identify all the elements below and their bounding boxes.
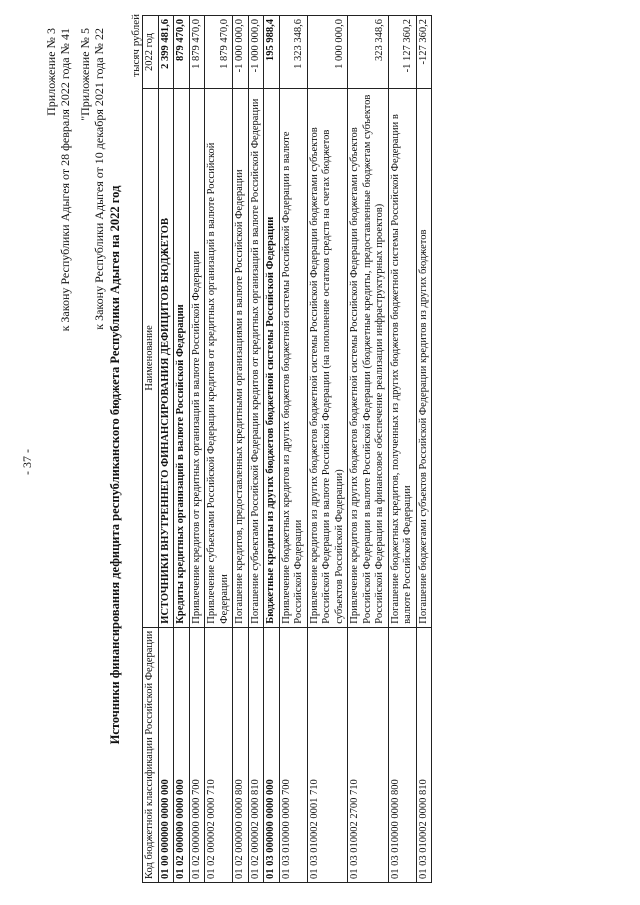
row-amount: 1 323 348,6: [279, 16, 307, 89]
table-row: [264, 16, 280, 883]
row-amount: 195 988,4: [264, 16, 280, 89]
row-name: ИСТОЧНИКИ ВНУТРЕННЕГО ФИНАНСИРОВАНИЯ ДЕФИЦИТОВ БЮДЖЕТОВ: [158, 89, 174, 628]
row-code: 01 03 010002 0000 810: [416, 627, 432, 882]
table-row: [189, 16, 205, 883]
row-amount: -1 000 000,0: [248, 16, 264, 89]
row-code: 01 03 000000 0000 000: [264, 627, 280, 882]
row-name: Кредиты кредитных организаций в валюте Российской Федерации: [174, 89, 190, 628]
row-code: 01 02 000000 0000 800: [233, 627, 249, 882]
row-name: Привлечение кредитов из других бюджетов бюджетной системы Российской Федерации бюджетами субъектов Российской Федерации в валюте Российской Федерации (бюджетные кредиты, предоставленные бюджетам субъектов Российской Федерации на финансовое обеспечение реализации инфраструктурных проектов): [348, 89, 389, 628]
row-amount: 2 399 481,6: [158, 16, 174, 89]
financing-sources-table: [142, 15, 432, 883]
row-code: 01 02 000000 0000 700: [189, 627, 205, 882]
row-amount: 1 000 000,0: [307, 16, 348, 89]
row-amount: 323 348,6: [348, 16, 389, 89]
row-name: Привлечение бюджетных кредитов из других бюджетов бюджетной системы Российской Федерации в валюте Российской Федерации: [279, 89, 307, 628]
row-name: Бюджетные кредиты из других бюджетов бюджетной системы Российской Федерации: [264, 89, 280, 628]
table-row: [248, 16, 264, 883]
table-row: [307, 16, 348, 883]
row-code: 01 03 010000 0000 800: [388, 627, 416, 882]
row-code: 01 03 010002 0001 710: [307, 627, 348, 882]
header-name: Наименование: [143, 89, 159, 628]
table-row: [174, 16, 190, 883]
row-amount: 879 470,0: [174, 16, 190, 89]
row-amount: 1 879 470,0: [205, 16, 233, 89]
row-name: Привлечение кредитов из других бюджетов бюджетной системы Российской Федерации бюджетами субъектов Российской Федерации в валюте Российской Федерации (на пополнение остатков средств на счетах бюджетов субъектов Российской Федерации): [307, 89, 348, 628]
row-name: Привлечение кредитов от кредитных организаций в валюте Российской Федерации: [189, 89, 205, 628]
table-row: [205, 16, 233, 883]
table-row: [416, 16, 432, 883]
table-row: [388, 16, 416, 883]
document-title: Источники финансирования дефицита республиканского бюджета Республики Адыгея на 2022 год: [108, 185, 122, 745]
row-name: Погашение кредитов, предоставленных кредитными организациями в валюте Российской Федерации: [233, 89, 249, 628]
page-number: - 37 -: [20, 449, 34, 475]
appendix-3-label: Приложение № 3: [44, 28, 58, 116]
header-code: Код бюджетной классификации Российской Федерации: [143, 627, 159, 882]
row-code: 01 02 000002 0000 710: [205, 627, 233, 882]
appendix-3-law: к Закону Республики Адыгея от 28 февраля 2022 года № 41: [58, 28, 72, 332]
row-name: Погашение субъектами Российской Федерации кредитов от кредитных организаций в валюте Российской Федерации: [248, 89, 264, 628]
row-name: Погашение бюджетами субъектов Российской Федерации кредитов из других бюджетов: [416, 89, 432, 628]
row-code: 01 02 000002 0000 810: [248, 627, 264, 882]
table-row: [279, 16, 307, 883]
row-amount: -1 127 360,2: [388, 16, 416, 89]
row-name: Привлечение субъектами Российской Федерации кредитов от кредитных организаций в валюте Российской Федерации: [205, 89, 233, 628]
table-body: [158, 16, 432, 883]
row-amount: 1 879 470,0: [189, 16, 205, 89]
row-code: 01 03 010002 2700 710: [348, 627, 389, 882]
row-code: 01 03 010000 0000 700: [279, 627, 307, 882]
table-row: [348, 16, 389, 883]
row-amount: -127 360,2: [416, 16, 432, 89]
appendix-5-law: к Закону Республики Адыгея от 10 декабря 2021 года № 22: [92, 28, 106, 330]
row-name: Погашение бюджетных кредитов, полученных из других бюджетов бюджетной системы Российской Федерации в валюте Российской Федерации: [388, 89, 416, 628]
table-header-row: [143, 16, 159, 883]
table-row: [233, 16, 249, 883]
row-amount: -1 000 000,0: [233, 16, 249, 89]
table-row: [158, 16, 174, 883]
row-code: 01 00 000000 0000 000: [158, 627, 174, 882]
appendix-5-label: "Приложение № 5: [78, 28, 92, 121]
unit-label: тысяч рублей: [130, 14, 142, 77]
header-amount: 2022 год: [143, 16, 159, 89]
row-code: 01 02 000000 0000 000: [174, 627, 190, 882]
